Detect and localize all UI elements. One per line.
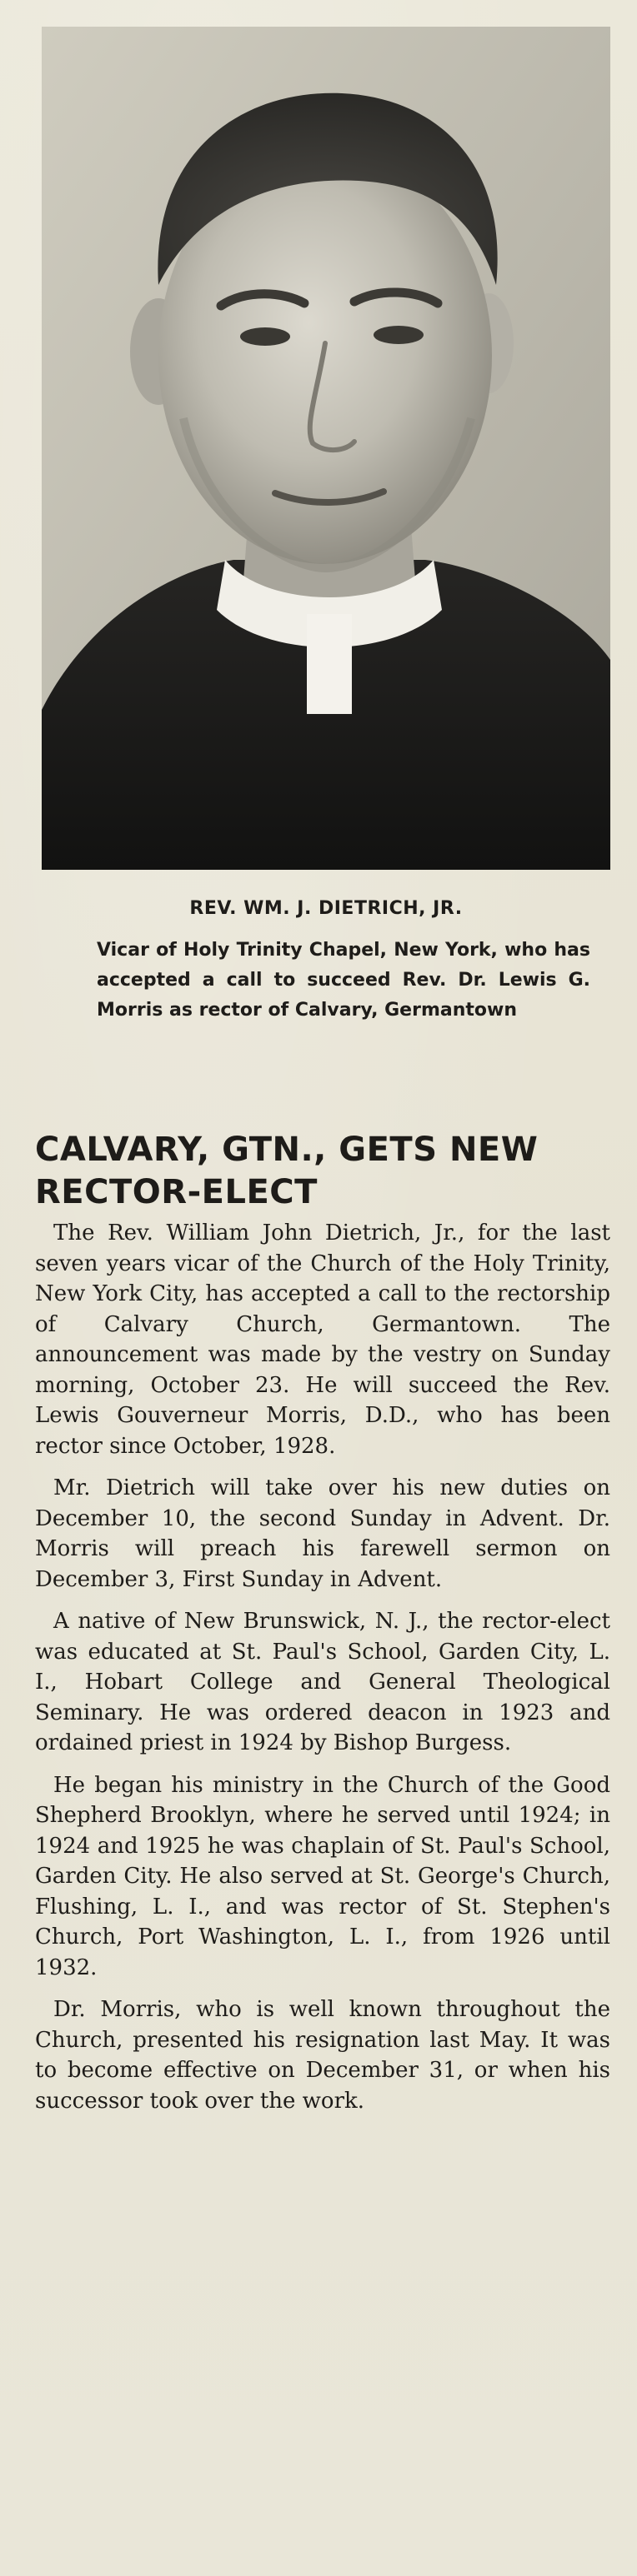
portrait-illustration xyxy=(42,27,610,870)
article-body xyxy=(35,1218,610,2128)
caption-name: REV. WM. J. DIETRICH, JR. xyxy=(189,898,463,919)
article-headline: CALVARY, GTN., GETS NEW RECTOR-ELECT xyxy=(35,1131,539,1211)
article-paragraph: A native of New Brunswick, N. J., the rector-elect was educated at St. Paul's School, Garden City, L. I., Hobart College and General Theological Seminary. He was ordered deacon in 1923 and ordained priest in 1924 by Bishop Burgess. xyxy=(35,1609,610,1755)
portrait-photo xyxy=(42,27,610,870)
article-paragraph: The Rev. William John Dietrich, Jr., for the last seven years vicar of the Church of the Holy Trinity, New York City, has accepted a call to the rectorship of Calvary Church, Germantown. The announcement was made by the vestry on Sunday morning, October 23. He will succeed the Rev. Lewis Gouverneur Morris, D.D., who has been rector since October, 1928. xyxy=(35,1221,610,1459)
photo-caption xyxy=(42,898,610,1026)
article-paragraph: He began his ministry in the Church of the Good Shepherd Brooklyn, where he served until 1924; in 1924 and 1925 he was chaplain of St. Paul's School, Garden City. He also served at St. George's Church, Flushing, L. I., and was rector of St. Stephen's Church, Port Washington, L. I., from 1926 until 1932. xyxy=(35,1772,610,1980)
article-paragraph: Mr. Dietrich will take over his new duties on December 10, the second Sunday in Advent. Dr. Morris will preach his farewell sermon on December 3, First Sunday in Advent. xyxy=(35,1475,610,1592)
article-paragraph: Dr. Morris, who is well known throughout the Church, presented his resignation last May. It was to become effective on December 31, or when his successor took over the work. xyxy=(35,1997,610,2114)
caption-description: Vicar of Holy Trinity Chapel, New York, who has accepted a call to succeed Rev. Dr. Lewis G. Morris as rector of Calvary, Germantown xyxy=(97,940,590,1021)
